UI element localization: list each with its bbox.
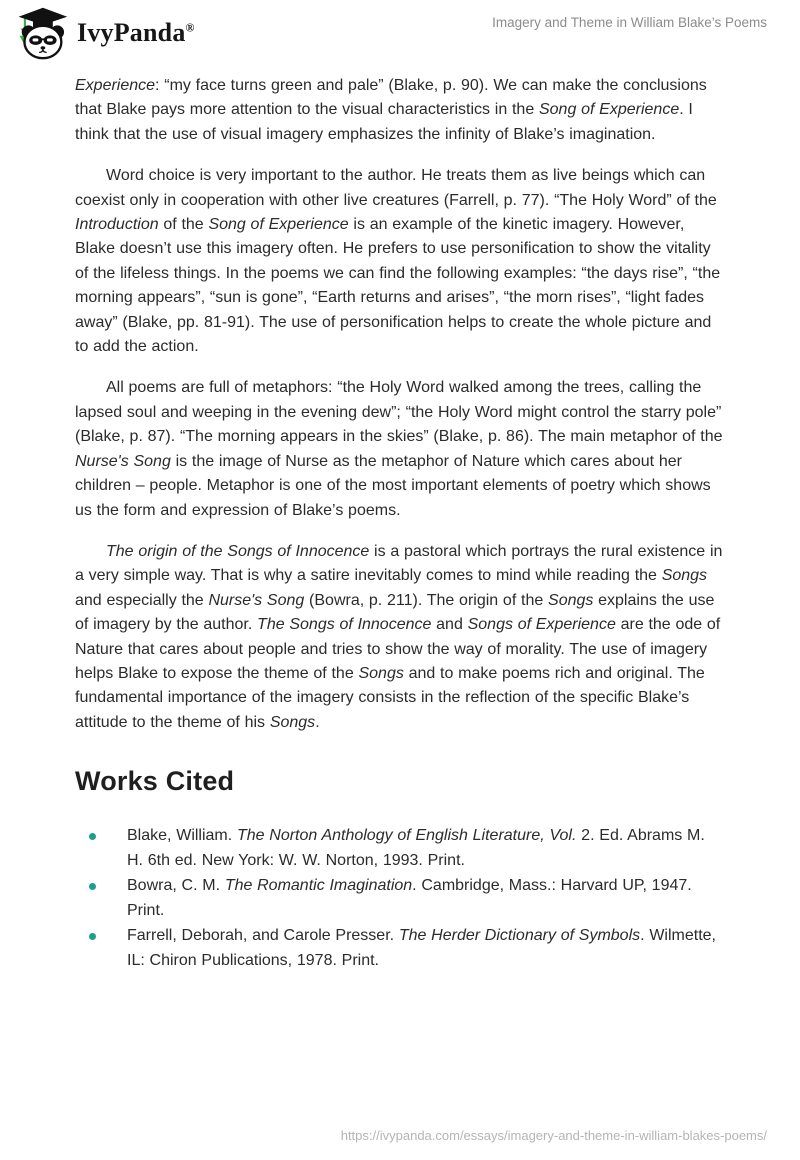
italic-text-run: Song of Experience: [208, 216, 349, 234]
citation-item: [75, 924, 724, 973]
text-run: explains the use of imagery by the author.: [75, 591, 715, 634]
text-run: Bowra, C. M.: [127, 877, 225, 895]
source-url: https://ivypanda.com/essays/imagery-and-theme-in-william-blakes-poems/: [340, 1128, 767, 1143]
text-run: Farrell, Deborah, and Carole Presser.: [127, 927, 399, 945]
text-run: 2. Ed. Abrams M. H. 6th ed. New York: W. W. Norton, 1993. Print.: [127, 827, 705, 869]
text-run: Blake, William.: [127, 827, 237, 845]
citation-text: [127, 927, 716, 969]
citation-text: [127, 827, 705, 869]
text-run: and to make poems rich and original. The fundamental importance of the imagery consists in the reflection of the specific Blake’s attitude to the theme of his: [75, 664, 705, 731]
italic-text-run: Nurse's Song: [208, 591, 305, 609]
essay-content: [75, 74, 724, 974]
essay-paragraph: [75, 74, 724, 147]
text-run: All poems are full of metaphors: “the Holy Word walked among the trees, calling the lapsed soul and weeping in the evening dew”; “the Holy Word might control the starry pole” (Blake, p. 87). “The morning appears in the skies” (Blake, p. 86). The main metaphor of the: [75, 379, 723, 446]
citation-item: [75, 874, 724, 923]
text-run: . I think that the use of visual imagery emphasizes the infinity of Blake’s imagination.: [75, 101, 693, 143]
brand: [13, 6, 195, 60]
italic-text-run: Songs: [269, 713, 316, 731]
text-run: and especially the: [75, 591, 209, 609]
essay-paragraph: [75, 540, 724, 735]
text-run: . Wilmette, IL: Chiron Publications, 1978. Print.: [127, 927, 717, 969]
registered-trademark-symbol: ®: [185, 20, 195, 35]
brand-name-text: IvyPanda: [77, 18, 186, 47]
text-run: .: [315, 713, 320, 731]
text-run: and: [431, 616, 468, 634]
citation-text: [127, 877, 692, 919]
text-run: is a pastoral which portrays the rural existence in a very simple way. That is why a satire inevitably comes to mind while reading the: [75, 542, 723, 585]
essay-paragraph: [75, 164, 724, 359]
italic-text-run: Songs: [548, 591, 594, 609]
bullet-icon: [89, 933, 96, 940]
text-run: is an example of the kinetic imagery. However, Blake doesn’t use this imagery often. He prefers to use personification to show the vitality of the lifeless things. In the poems we can find the following examples: “the days rise”, “the morning appears”, “sun is gone”, “Earth returns and arises”, “the morn rises”, “light fades away” (Blake, pp. 81-91). The use of personification helps to create the whole picture and to add the action.: [75, 216, 721, 356]
ivypanda-panda-logo-icon: [13, 6, 71, 60]
text-run: : “my face turns green and pale” (Blake, p. 90). We can make the conclusions that Blake pays more attention to the visual characteristics in the: [75, 77, 707, 119]
italic-text-run: The origin of the Songs of Innocence: [106, 542, 370, 560]
italic-text-run: Songs of Experience: [467, 616, 616, 634]
italic-text-run: Introduction: [75, 216, 159, 234]
document-header-title: Imagery and Theme in William Blake’s Poems: [492, 15, 767, 30]
works-cited-list: [75, 824, 724, 973]
text-run: is the image of Nurse as the metaphor of Nature which cares about her children – people. Metaphor is one of the most important elements of poetry which shows us the form and expression of Blake’s poems.: [75, 452, 711, 519]
italic-text-run: Song of Experience: [538, 101, 680, 119]
brand-name: [77, 18, 195, 48]
bullet-icon: [89, 833, 96, 840]
text-run: . Cambridge, Mass.: Harvard UP, 1947. Print.: [127, 877, 692, 919]
italic-text-run: Songs: [661, 567, 708, 585]
text-run: Word choice is very important to the author. He treats them as live beings which can coexist only in cooperation with other live creatures (Farrell, p. 77). “The Holy Word” of the: [75, 167, 717, 209]
italic-text-run: The Songs of Innocence: [257, 616, 432, 634]
page-header: [0, 0, 800, 64]
works-cited-heading: Works Cited: [75, 766, 235, 797]
text-run: of the: [158, 216, 209, 234]
bullet-icon: [89, 883, 96, 890]
italic-text-run: Experience: [75, 77, 156, 94]
italic-text-run: Songs: [358, 664, 404, 682]
italic-text-run: The Norton Anthology of English Literature, Vol.: [236, 827, 577, 845]
text-run: (Bowra, p. 211). The origin of the: [304, 591, 549, 609]
italic-text-run: The Romantic Imagination: [224, 877, 413, 895]
italic-text-run: The Herder Dictionary of Symbols: [398, 927, 641, 945]
text-run: are the ode of Nature that cares about people and tries to show the way of morality. The use of imagery helps Blake to expose the theme of the: [75, 616, 721, 682]
essay-paragraph: [75, 376, 724, 522]
essay-body: [75, 74, 724, 735]
italic-text-run: Nurse's Song: [75, 452, 171, 470]
citation-item: [75, 824, 724, 873]
